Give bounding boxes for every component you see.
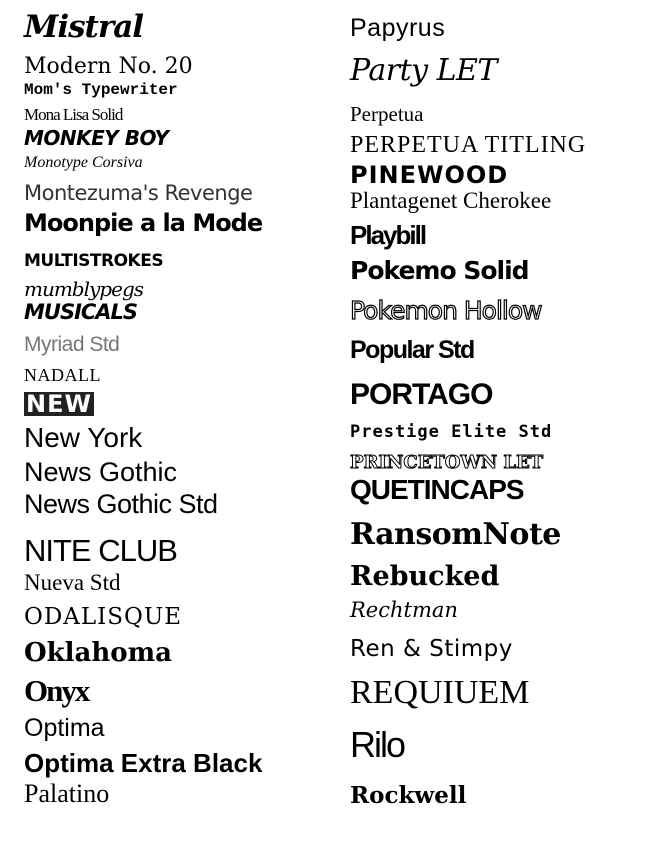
font-sample-news-gothic: News Gothic [24, 457, 178, 487]
font-sample-nadall: NADALL [24, 365, 101, 385]
font-sample-requiuem: REQUIUEM [350, 674, 530, 711]
font-sample-oklahoma: Oklahoma [24, 638, 172, 668]
font-sample-portago: PORTAGO [350, 378, 493, 411]
font-sample-rockwell: Rockwell [350, 782, 467, 809]
font-sample-moonpie-a-la-mode: Moonpie a la Mode [24, 209, 263, 237]
font-sample-multistrokes: MULTISTROKES [24, 251, 164, 271]
font-sample-montezumas-revenge: Montezuma's Revenge [24, 181, 253, 205]
font-sample-myriad-std: Myriad Std [24, 333, 120, 356]
font-sample-ransomnote: RansomNote [350, 517, 561, 552]
font-sample-rilo: Rilo [350, 724, 405, 765]
font-sample-new: NEW [26, 390, 92, 418]
font-sample-prestige-elite-std: Prestige Elite Std [350, 422, 553, 442]
font-sample-optima-extra-black: Optima Extra Black [24, 748, 263, 778]
font-sample-nite-club: NITE CLUB [24, 533, 177, 568]
font-sample-mumblypegs: mumblypegs [24, 277, 144, 301]
font-sample-plantagenet-cherokee: Plantagenet Cherokee [350, 188, 552, 213]
font-sample-ren-stimpy: Ren & Stimpy [350, 636, 513, 662]
font-sample-pinewood: PINEWOOD [350, 161, 509, 189]
font-sample-odalisque: ODALISQUE [24, 604, 183, 630]
font-sample-musicals: MUSICALS [24, 300, 138, 324]
font-sample-news-gothic-std: News Gothic Std [24, 489, 218, 519]
font-sample-pokemo-solid: Pokemo Solid [350, 256, 529, 285]
font-sample-perpetua: Perpetua [350, 102, 424, 126]
font-sample-princetown-let: PRINCETOWN LET [350, 452, 544, 473]
font-sample-party-let: Party LET [350, 53, 497, 88]
font-sample-nueva-std: Nueva Std [24, 570, 121, 595]
font-sample-popular-std: Popular Std [350, 336, 474, 364]
font-sample-mona-lisa-solid: Mona Lisa Solid [24, 105, 123, 124]
font-sample-rechtman: Rechtman [350, 598, 458, 622]
font-sample-modern-no-20: Modern No. 20 [24, 54, 193, 79]
font-sample-monkey-boy: MONKEY BOY [24, 126, 169, 150]
font-sample-new-york: New York [24, 422, 143, 453]
font-sample-rebucked: Rebucked [350, 561, 500, 592]
font-sample-optima: Optima [24, 714, 105, 742]
font-sample-quetincaps: QUETINCAPS [350, 474, 524, 505]
font-sample-moms-typewriter: Mom's Typewriter [24, 81, 178, 99]
font-sample-monotype-corsiva: Monotype Corsiva [24, 154, 143, 171]
font-sample-onyx: Onyx [24, 673, 89, 708]
font-sample-pokemon-hollow: Pokemon Hollow [350, 296, 542, 325]
font-sample-mistral: Mistral [24, 9, 144, 45]
font-sample-palatino: Palatino [24, 779, 110, 808]
font-sample-perpetua-titling: PERPETUA TITLING [350, 132, 587, 158]
font-sample-playbill: Playbill [350, 220, 426, 250]
font-sample-papyrus: Papyrus [350, 14, 446, 42]
